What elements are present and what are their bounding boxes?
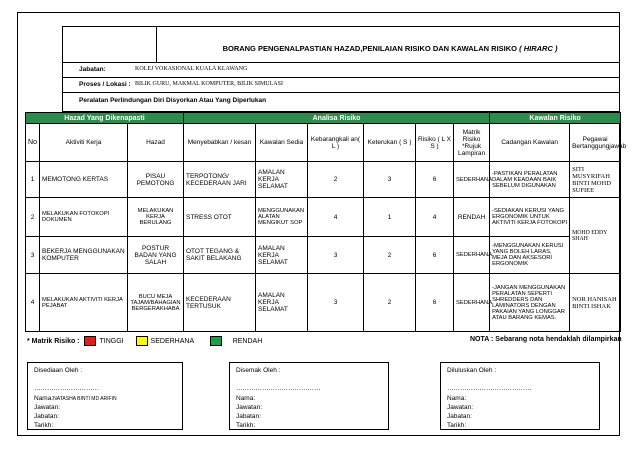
sign-nama: Nama: xyxy=(236,395,256,402)
prepared-by-box xyxy=(27,362,183,430)
row-no: 2 xyxy=(26,198,40,237)
col-penyebab: Menyebabkan / kesan xyxy=(184,124,256,162)
row-cadangan: -SEDIAKAN KERUSI YANG ERGONOMIK UNTUK AKTIVITI KERJA FOTOKOPI xyxy=(490,198,570,237)
sign-heading: Diluluskan Oleh : xyxy=(447,367,497,374)
row-s: 2 xyxy=(364,237,416,274)
risk-matrix-legend xyxy=(27,336,262,346)
column-header-row xyxy=(26,124,621,162)
sign-jawatan: Jawatan: xyxy=(447,404,474,411)
sign-jabatan: Jabatan: xyxy=(447,413,472,420)
sign-tarikh: Tarikh: xyxy=(447,422,467,429)
table-row xyxy=(26,274,621,332)
sign-jawatan: Jawatan: xyxy=(236,404,263,411)
row-aktiviti: BEKERJA MENGGUNAKAN KOMPUTER xyxy=(40,237,128,274)
sign-tarikh: Tarikh: xyxy=(236,422,256,429)
row-risiko: 6 xyxy=(416,237,454,274)
legend-tinggi: TINGGI xyxy=(99,337,124,345)
row-l: 3 xyxy=(308,237,364,274)
footer-note: NOTA : Sebarang nota hendaklah dilampirkan xyxy=(470,336,622,343)
row-l: 3 xyxy=(308,274,364,332)
table-row xyxy=(26,198,621,237)
row-l: 4 xyxy=(308,198,364,237)
row-no: 1 xyxy=(26,162,40,198)
row-hazad: POSTUR BADAN YANG SALAH xyxy=(128,237,184,274)
col-hazad: Hazad xyxy=(128,124,184,162)
sign-dots: ………………………………… xyxy=(236,385,321,392)
peralatan-label: Peralatan Perlindungan Diri Disyorkan Atau Yang Diperlukan xyxy=(79,97,267,104)
legend-label: * Matrik Risiko : xyxy=(27,337,80,345)
row-hazad: PISAU PEMOTONG xyxy=(128,162,184,198)
table-row xyxy=(26,237,621,274)
reviewed-by-box xyxy=(229,362,389,430)
row-kesan: OTOT TEGANG & SAKIT BELAKANG xyxy=(184,237,256,274)
form-title: BORANG PENGENALPASTIAN HAZAD,PENILAIAN RISIKO DAN KAWALAN RISIKO ( HIRARC ) xyxy=(222,44,558,53)
row-s: 2 xyxy=(364,274,416,332)
row-kesan: TERPOTONG/ KECEDERAAN JARI xyxy=(184,162,256,198)
legend-sederhana: SEDERHANA xyxy=(150,337,194,345)
legend-rendah: RENDAH xyxy=(232,337,263,345)
row-l: 2 xyxy=(308,162,364,198)
section-header-row xyxy=(26,113,621,124)
row-matrik: SEDERHANA xyxy=(454,274,490,332)
jabatan-value: KOLEJ VOKASIONAL KUALA KLAWANG xyxy=(135,66,248,72)
row-kesan: KECEDERAAN TERTUSUK xyxy=(184,274,256,332)
sign-tarikh: Tarikh: xyxy=(34,422,54,429)
col-pegawai: Pegawai Bertanggungjawab xyxy=(570,124,621,162)
row-kawalan: AMALAN KERJA SELAMAT xyxy=(256,162,308,198)
jabatan-row xyxy=(62,63,620,78)
sign-nama: Nama:NATASHA BINTI MD ARIFIN xyxy=(34,395,117,402)
row-risiko: 6 xyxy=(416,274,454,332)
row-hazad: BUCU MEJA TAJAM/BAHAGIAN BERGERAKHABA xyxy=(128,274,184,332)
col-risiko: Risiko ( L X S ) xyxy=(416,124,454,162)
row-matrik: SEDERHANA xyxy=(454,237,490,274)
sign-heading: Disediaan Oleh : xyxy=(34,367,83,374)
section-analisa: Analisa Risiko xyxy=(184,113,490,124)
col-keterukan: Keterukan ( S ) xyxy=(364,124,416,162)
peralatan-row xyxy=(62,93,620,112)
row-matrik: SEDERHANA xyxy=(454,162,490,198)
proses-value: BILIK GURU, MAKMAL KOMPUTER, BILIK SIMULASI xyxy=(135,81,283,87)
col-aktiviti: Aktiviti Kerja xyxy=(40,124,128,162)
sign-heading: Disemak Oleh : xyxy=(236,367,281,374)
row-risiko: 6 xyxy=(416,162,454,198)
row-cadangan: -PASTIKAN PERALATAN DALAM KEADAAN BAIK SEBELUM DIGUNAKAN xyxy=(490,162,570,198)
approved-by-box xyxy=(440,362,600,430)
row-matrik: RENDAH xyxy=(454,198,490,237)
sign-jabatan: Jabatan: xyxy=(236,413,261,420)
row-pegawai: SITI MUSYRIFAH BINTI MOHD SUFIEE xyxy=(570,162,621,198)
row-no: 3 xyxy=(26,237,40,274)
sign-nama: Nama: xyxy=(447,395,467,402)
jabatan-label: Jabatan: xyxy=(79,66,106,73)
row-cadangan: -JANGAN MENGGUNAKAN PERALATAN SEPERTI SHREDDERS DAN LAMINATORS DENGAN PAKAIAN YANG LONGGAR ATAU BARANG KEMAS. xyxy=(490,274,570,332)
row-aktiviti: MELAKUKAN AKTIVITI KERJA PEJABAT xyxy=(40,274,128,332)
table-row xyxy=(26,162,621,198)
row-kawalan: AMALAN KERJA SELAMAT xyxy=(256,237,308,274)
col-kebarangkalian: Kebarangkali an( L ) xyxy=(308,124,364,162)
row-kawalan: MENGGUNAKAN ALATAN MENGIKUT SOP xyxy=(256,198,308,237)
row-s: 3 xyxy=(364,162,416,198)
col-kawalan-sedia: Kawalan Sedia xyxy=(256,124,308,162)
row-risiko: 4 xyxy=(416,198,454,237)
title-logo-cell xyxy=(62,26,157,63)
row-pegawai: NOR HANISAH BINTI ISHAK xyxy=(570,274,621,332)
col-no: No xyxy=(26,124,40,162)
sign-dots: ………………………… xyxy=(34,385,99,392)
row-no: 4 xyxy=(26,274,40,332)
col-cadangan: Cadangan Kawalan xyxy=(490,124,570,162)
proses-row xyxy=(62,78,620,93)
row-aktiviti: MEMOTONG KERTAS xyxy=(40,162,128,198)
sign-dots: ………………………………… xyxy=(447,385,532,392)
rendah-swatch xyxy=(210,336,222,346)
row-kesan: STRESS OTOT xyxy=(184,198,256,237)
sederhana-swatch xyxy=(136,336,148,346)
row-cadangan: -MENGGUNAKAN KERUSI YANG BOLEH LARAS, MEJA DAN AKSESORI ERGONOMIK xyxy=(490,237,570,274)
row-aktiviti: MELAKUKAN FOTOKOPI DOKUMEN xyxy=(40,198,128,237)
section-kawalan: Kawalan Risiko xyxy=(490,113,621,124)
sign-jawatan: Jawatan: xyxy=(34,404,61,411)
section-hazad: Hazad Yang Dikenapasti xyxy=(26,113,184,124)
row-hazad: MELAKUKAN KERJA BERULANG xyxy=(128,198,184,237)
col-matrik: Matrik Risiko *Rujuk Lampiran xyxy=(454,124,490,162)
row-pegawai: MOHD EDDY SHAH xyxy=(570,198,621,274)
row-s: 1 xyxy=(364,198,416,237)
tinggi-swatch xyxy=(84,336,96,346)
proses-label: Proses / Lokasi : xyxy=(79,81,131,88)
hirarc-table xyxy=(25,112,627,332)
row-kawalan: AMALAN KERJA SELAMAT xyxy=(256,274,308,332)
sign-jabatan: Jabatan: xyxy=(34,413,59,420)
